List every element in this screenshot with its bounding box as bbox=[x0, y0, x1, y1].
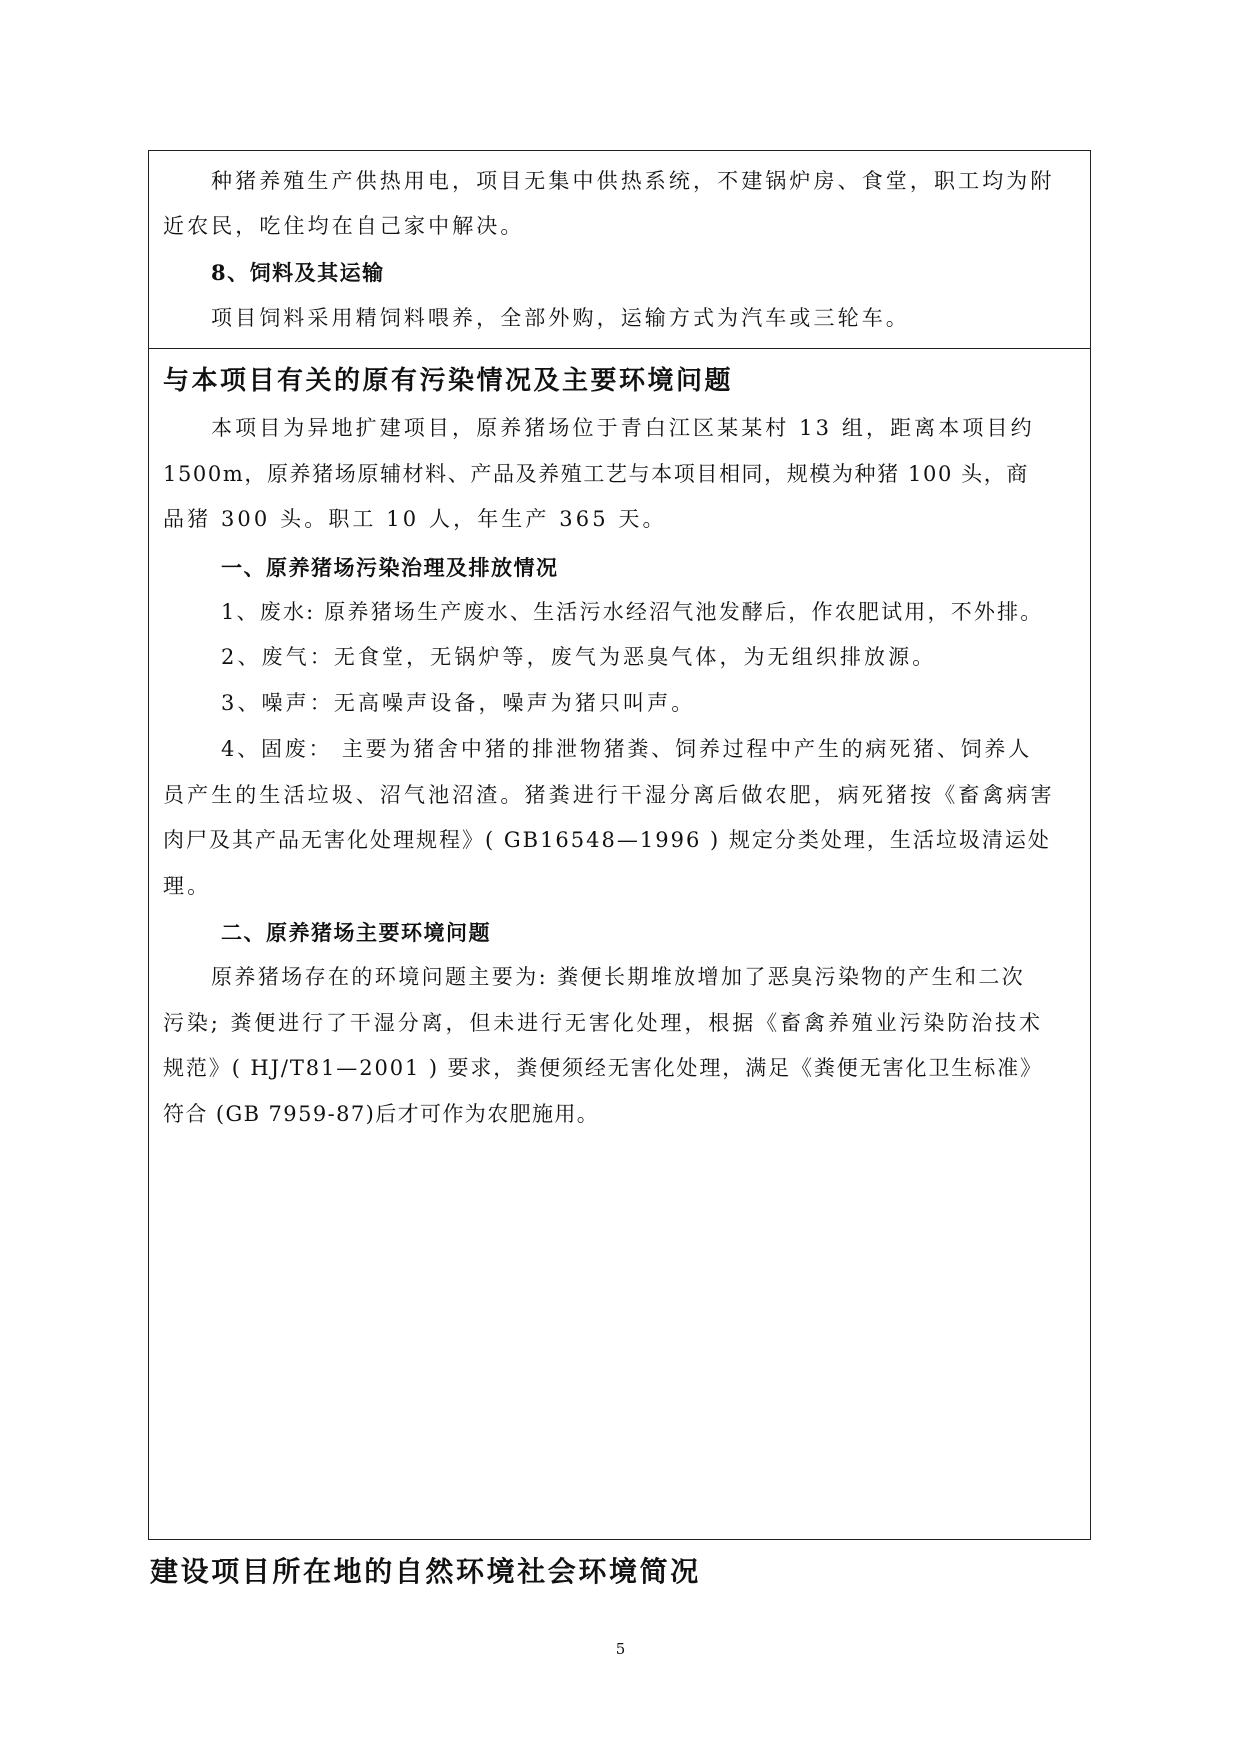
paragraph-line: 近农民，吃住均在自己家中解决。 bbox=[163, 214, 525, 238]
subheading-feed-transport: 8、饲料及其运输 bbox=[211, 260, 385, 285]
paragraph-line: 项目饲料采用精饲料喂养，全部外购，运输方式为汽车或三轮车。 bbox=[211, 306, 910, 330]
paragraph-line: 4、固废： 主要为猪舍中猪的排泄物猪粪、饲养过程中产生的病死猪、饲养人 bbox=[221, 737, 1033, 761]
paragraph-line: 理。 bbox=[163, 874, 212, 898]
paragraph-line: 污染; 粪便进行了干湿分离，但未进行无害化处理，根据《畜禽养殖业污染防治技术 bbox=[163, 1011, 1043, 1035]
paragraph-line: 1、废水: 原养猪场生产废水、生活污水经沼气池发酵后，作农肥试用，不外排。 bbox=[221, 600, 1044, 624]
subheading-environment-issues: 二、原养猪场主要环境问题 bbox=[221, 920, 491, 945]
paragraph-line: 2、废气：无食堂，无锅炉等，废气为恶臭气体，为无组织排放源。 bbox=[221, 645, 937, 669]
paragraph-line: 种猪养殖生产供热用电，项目无集中供热系统，不建锅炉房、食堂，职工均为附 bbox=[211, 169, 1055, 193]
paragraph-line: 品猪 300 头。职工 10 人，年生产 365 天。 bbox=[163, 507, 667, 531]
paragraph-line: 原养猪场存在的环境问题主要为: 粪便长期堆放增加了恶臭污染物的产生和二次 bbox=[211, 965, 1026, 989]
existing-pollution-cell bbox=[149, 349, 1090, 1539]
paragraph-line: 本项目为异地扩建项目，原养猪场位于青白江区某某村 13 组，距离本项目约 bbox=[211, 416, 1035, 440]
paragraph-line: 1500m，原养猪场原辅材料、产品及养殖工艺与本项目相同，规模为种猪 100 头，商 bbox=[163, 462, 1029, 486]
paragraph-line: 符合 (GB 7959-87)后才可作为农肥施用。 bbox=[163, 1102, 600, 1126]
page-number: 5 bbox=[615, 1640, 626, 1658]
form-table bbox=[148, 150, 1091, 1540]
paragraph-line: 员产生的生活垃圾、沼气池沼渣。猪粪进行干湿分离后做农肥，病死猪按《畜禽病害 bbox=[163, 783, 1055, 807]
paragraph-line: 规范》( HJ/T81—2001 ) 要求，粪便须经无害化处理，满足《粪便无害化卫生标准》 bbox=[163, 1056, 1043, 1080]
next-section-heading: 建设项目所在地的自然环境社会环境简况 bbox=[150, 1555, 701, 1588]
paragraph-line: 肉尸及其产品无害化处理规程》( GB16548—1996 ) 规定分类处理，生活垃圾清运处 bbox=[163, 828, 1051, 852]
subheading-pollution-treatment: 一、原养猪场污染治理及排放情况 bbox=[221, 555, 559, 580]
section-title: 与本项目有关的原有污染情况及主要环境问题 bbox=[163, 366, 734, 396]
paragraph-line: 3、噪声：无高噪声设备，噪声为猪只叫声。 bbox=[221, 691, 696, 715]
project-description-cell bbox=[149, 151, 1090, 349]
